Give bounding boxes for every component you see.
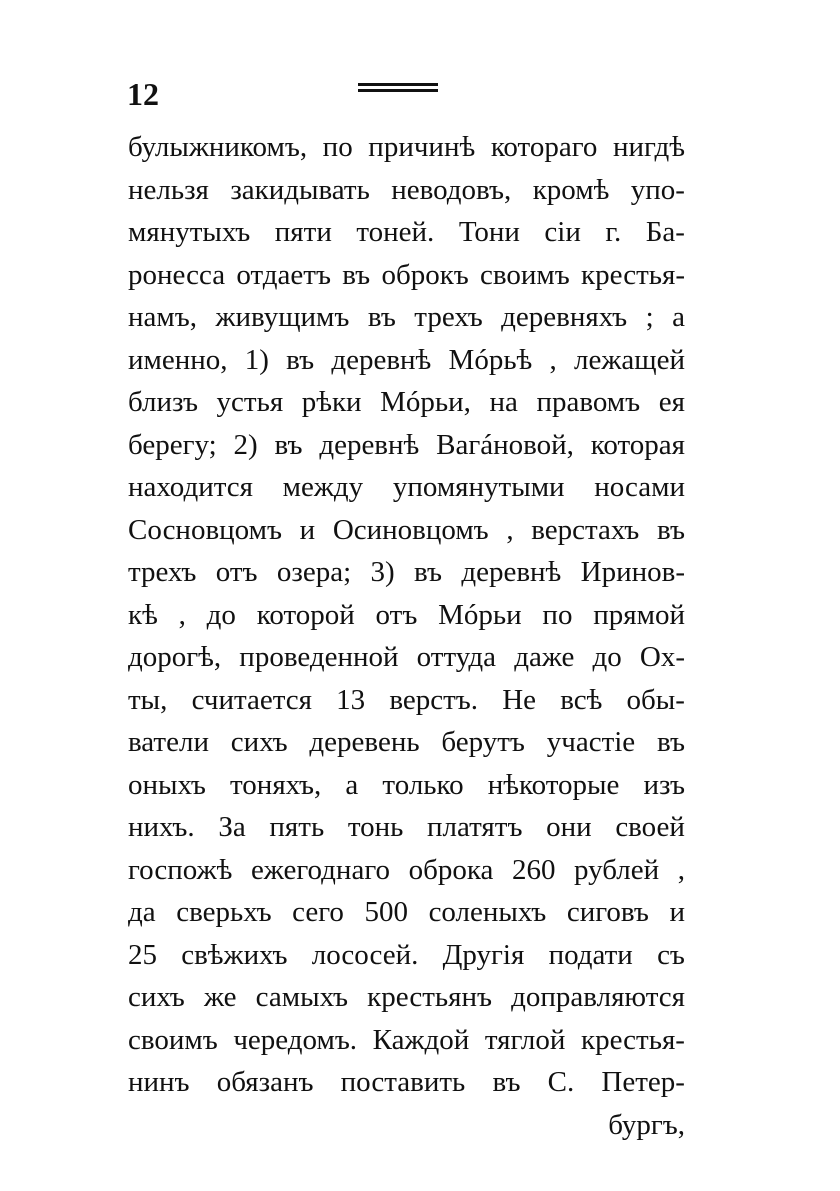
header-rule-bar bbox=[358, 89, 438, 92]
text-line bbox=[128, 1061, 685, 1104]
word: съ bbox=[657, 938, 685, 971]
word: въ bbox=[274, 428, 303, 461]
word: участiе bbox=[546, 726, 636, 758]
word: въ bbox=[367, 301, 396, 333]
word: на bbox=[489, 386, 518, 418]
text-line bbox=[128, 849, 685, 892]
word: да bbox=[128, 896, 156, 928]
word: правомъ bbox=[536, 386, 641, 418]
word: близъ bbox=[128, 386, 198, 418]
word: а bbox=[345, 768, 359, 801]
text-line bbox=[128, 466, 685, 509]
word: сего bbox=[292, 896, 344, 928]
word: упомянутыми bbox=[392, 471, 565, 503]
word: За bbox=[218, 811, 246, 843]
word: трехъ bbox=[128, 556, 197, 588]
word: всѣ bbox=[560, 683, 603, 716]
catchword: бургъ, bbox=[608, 1108, 685, 1141]
word: изъ bbox=[643, 768, 685, 801]
word: ежегоднаго bbox=[250, 853, 390, 886]
text-line bbox=[128, 679, 685, 722]
text-line bbox=[128, 424, 685, 467]
word: булыжникомъ, bbox=[128, 131, 308, 163]
word: 3) bbox=[370, 556, 395, 588]
word: въ bbox=[656, 513, 685, 546]
word: соленыхъ bbox=[428, 896, 547, 928]
word: лежащей bbox=[573, 343, 685, 376]
word: Мóрьи, bbox=[380, 386, 471, 418]
text-line bbox=[128, 636, 685, 679]
word: 13 bbox=[336, 683, 366, 716]
word: , bbox=[549, 343, 557, 376]
word: и bbox=[299, 513, 316, 546]
text-line bbox=[128, 211, 685, 254]
text-line bbox=[128, 1019, 685, 1062]
word: только bbox=[382, 768, 464, 801]
word: Ох- bbox=[639, 641, 685, 673]
word: нихъ. bbox=[128, 811, 195, 843]
word: , bbox=[506, 513, 514, 546]
word: верстъ. bbox=[389, 683, 479, 716]
text-line bbox=[128, 381, 685, 424]
word: Вагáновой, bbox=[436, 428, 574, 461]
word: пять bbox=[269, 811, 325, 843]
word: деревнѣ bbox=[461, 556, 562, 588]
word: сiи bbox=[544, 216, 581, 248]
word: нѣкоторые bbox=[487, 768, 620, 801]
word: своей bbox=[615, 811, 685, 843]
word: которая bbox=[590, 428, 685, 461]
text-line bbox=[128, 169, 685, 212]
word: крестьянъ bbox=[367, 981, 492, 1013]
word: озера; bbox=[276, 556, 352, 588]
word: рѣки bbox=[301, 386, 362, 418]
word: 2) bbox=[233, 428, 258, 461]
word: причинѣ bbox=[368, 131, 476, 163]
word: Не bbox=[502, 683, 537, 716]
word: ; bbox=[645, 301, 654, 333]
word: платятъ bbox=[427, 811, 523, 843]
word: кѣ bbox=[128, 598, 158, 631]
word: поставить bbox=[340, 1066, 466, 1098]
word: сиговъ bbox=[566, 896, 649, 928]
text-line bbox=[128, 594, 685, 637]
word: сихъ bbox=[128, 981, 185, 1013]
word: Сосновцомъ bbox=[128, 513, 282, 546]
word: именно, bbox=[128, 343, 228, 376]
text-line bbox=[128, 126, 685, 169]
word: деревняхъ bbox=[501, 301, 628, 333]
word: упо- bbox=[630, 173, 685, 206]
text-line bbox=[128, 976, 685, 1019]
text-line-catchword bbox=[128, 1104, 685, 1147]
text-line bbox=[128, 934, 685, 977]
word: до bbox=[206, 598, 236, 631]
word: деревень bbox=[309, 726, 420, 758]
word: закидывать bbox=[230, 173, 370, 206]
word: свѣжихъ bbox=[181, 938, 288, 971]
word: дорогѣ, bbox=[128, 641, 222, 673]
page-number: 12 bbox=[127, 76, 159, 112]
word: деревнѣ bbox=[319, 428, 420, 461]
word: неводовъ, bbox=[391, 173, 512, 206]
word: между bbox=[282, 471, 364, 503]
word: оброкъ bbox=[381, 258, 469, 291]
word: носами bbox=[594, 471, 685, 503]
word: обязанъ bbox=[216, 1066, 314, 1098]
word: намъ, bbox=[128, 301, 197, 333]
word: Мóрьѣ bbox=[448, 343, 533, 376]
word: тяглой bbox=[484, 1023, 566, 1056]
text-line bbox=[128, 764, 685, 807]
word: а bbox=[672, 301, 685, 333]
word: живущимъ bbox=[215, 301, 350, 333]
word: лососей. bbox=[311, 938, 419, 971]
word: Тони bbox=[458, 216, 520, 248]
word: тоняхъ, bbox=[230, 768, 322, 801]
word: даже bbox=[514, 641, 575, 673]
word: ты, bbox=[128, 683, 168, 716]
word: въ bbox=[414, 556, 442, 588]
word: въ bbox=[657, 726, 685, 758]
word: и bbox=[669, 896, 685, 928]
word: ронесса bbox=[128, 258, 226, 291]
word: котораго bbox=[490, 131, 598, 163]
header-rule-bar bbox=[358, 83, 438, 86]
word: сихъ bbox=[230, 726, 288, 758]
word: рублей bbox=[574, 853, 660, 886]
word: доправляются bbox=[511, 981, 685, 1013]
word: г. bbox=[605, 216, 622, 248]
word: по bbox=[542, 598, 573, 631]
body-text bbox=[128, 126, 685, 1146]
text-line bbox=[128, 721, 685, 764]
text-line bbox=[128, 296, 685, 339]
word: которой bbox=[256, 598, 355, 631]
word: отъ bbox=[375, 598, 418, 631]
word: Петер- bbox=[601, 1066, 685, 1098]
word: тоней. bbox=[356, 216, 435, 248]
word: берутъ bbox=[441, 726, 525, 758]
word: нигдѣ bbox=[612, 131, 685, 163]
word: пяти bbox=[274, 216, 332, 248]
word: трехъ bbox=[414, 301, 483, 333]
word: оброка bbox=[408, 853, 494, 886]
word: нельзя bbox=[128, 173, 209, 206]
word: подати bbox=[548, 938, 633, 971]
word: берегу; bbox=[128, 428, 217, 461]
text-line bbox=[128, 551, 685, 594]
header-rule bbox=[358, 83, 438, 95]
text-line bbox=[128, 339, 685, 382]
word: крестья- bbox=[581, 1023, 685, 1056]
word: оттуда bbox=[416, 641, 497, 673]
word: считается bbox=[191, 683, 312, 716]
word: нинъ bbox=[128, 1066, 190, 1098]
word: сверьхъ bbox=[176, 896, 272, 928]
word: отдаетъ bbox=[236, 258, 331, 291]
word: прямой bbox=[593, 598, 685, 631]
text-line bbox=[128, 254, 685, 297]
word: они bbox=[546, 811, 592, 843]
word: Ба- bbox=[645, 216, 685, 248]
word: 500 bbox=[364, 896, 408, 928]
word: тонь bbox=[347, 811, 404, 843]
word: отъ bbox=[215, 556, 258, 588]
word: 25 bbox=[128, 938, 157, 971]
word: находится bbox=[128, 471, 253, 503]
word: , bbox=[677, 853, 685, 886]
word: Мóрьи bbox=[438, 598, 522, 631]
word: Осиновцомъ bbox=[332, 513, 489, 546]
word: верстахъ bbox=[531, 513, 640, 546]
word: кромѣ bbox=[532, 173, 610, 206]
word: Иринов- bbox=[580, 556, 685, 588]
text-line bbox=[128, 806, 685, 849]
word: своимъ bbox=[480, 258, 570, 291]
text-line bbox=[128, 509, 685, 552]
word: деревнѣ bbox=[331, 343, 432, 376]
word: до bbox=[592, 641, 622, 673]
word: же bbox=[203, 981, 237, 1013]
word: крестья- bbox=[581, 258, 685, 291]
word: оныхъ bbox=[128, 768, 206, 801]
word: проведенной bbox=[239, 641, 399, 673]
word: 1) bbox=[244, 343, 269, 376]
word: мянутыхъ bbox=[128, 216, 251, 248]
word: , bbox=[178, 598, 186, 631]
word: своимъ bbox=[128, 1023, 218, 1056]
word: Каждой bbox=[372, 1023, 470, 1056]
word: чередомъ. bbox=[233, 1023, 358, 1056]
word: въ bbox=[286, 343, 315, 376]
word: въ bbox=[342, 258, 371, 291]
word: обы- bbox=[626, 683, 685, 716]
word: Другiя bbox=[442, 938, 525, 971]
word: 260 bbox=[511, 853, 556, 886]
word: госпожѣ bbox=[128, 853, 233, 886]
word: устья bbox=[216, 386, 284, 418]
word: въ bbox=[492, 1066, 521, 1098]
word: С. bbox=[547, 1066, 575, 1098]
word: ватели bbox=[128, 726, 209, 758]
word: самыхъ bbox=[255, 981, 348, 1013]
word: по bbox=[322, 131, 353, 163]
word: ея bbox=[658, 386, 685, 418]
text-line bbox=[128, 891, 685, 934]
